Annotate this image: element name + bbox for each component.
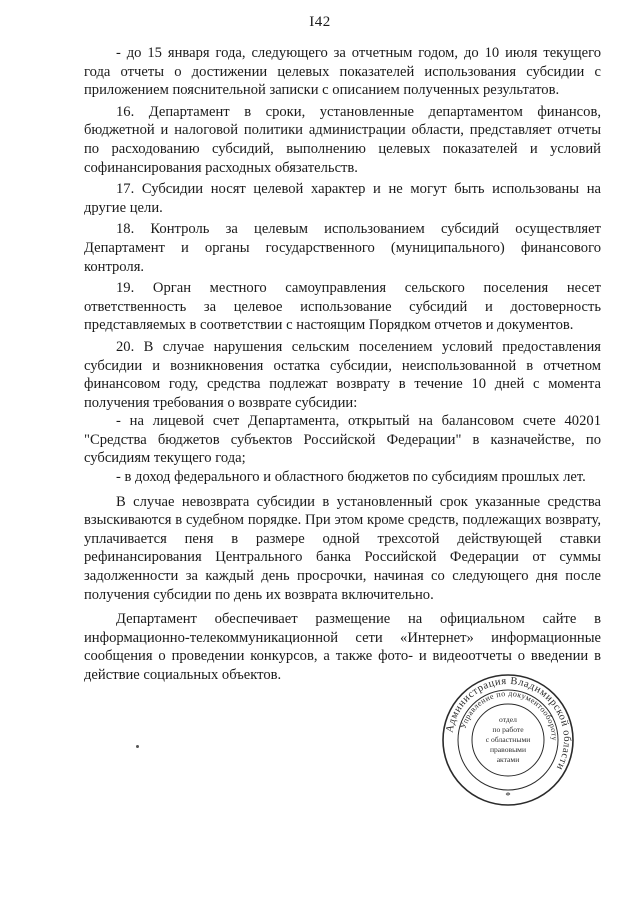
stamp-center-line-1: отдел xyxy=(499,715,517,724)
stamp-center-line-3: с областными xyxy=(485,735,531,744)
stamp-center-line-2: по работе xyxy=(492,725,524,734)
paragraph-non-return: В случае невозврата субсидии в установленный срок указанные средства взыскиваются в судебном порядке. При этом кроме средств, подлежащих возврату, уплачивается пеня в размере одной трехсотой действующей ставки рефинансирования Центрального банка Российской Федерации от суммы задолженности за каждый день просрочки, начиная со следующего дня после получения субсидии по день их возврата включительно. xyxy=(84,493,601,603)
stamp-inner-textpath: Управление по документообороту xyxy=(458,688,560,742)
stamp-center-line-5: актами xyxy=(496,755,520,764)
paragraph-16: 16. Департамент в сроки, установленные департаментом финансов, бюджетной и налоговой политики администрации области, представляет отчеты по расходованию субсидий, выполнению целевых показателей и условий софинансирования расходных обязательств. xyxy=(84,103,601,176)
stamp-star-icon: * xyxy=(505,790,511,802)
paragraph-report-deadline: - до 15 января года, следующего за отчетным годом, до 10 июля текущего года отчеты о достижении целевых показателей использования субсидии с приложением пояснительной записки с описанием полученных результатов. xyxy=(84,45,601,99)
scan-speck xyxy=(136,745,139,748)
page-number: I42 xyxy=(309,14,331,30)
paragraph-publication: Департамент обеспечивает размещение на официальном сайте в информационно-телекоммуникационной сети «Интернет» информационные сообщения о проведении конкурсов, а также фото- и видеоотчеты о введении в действие социальных объектов. xyxy=(84,611,601,683)
paragraph-18: 18. Контроль за целевым использованием субсидий осуществляет Департамент и органы государственного (муниципального) финансового контроля. xyxy=(84,221,601,275)
paragraph-19: 19. Орган местного самоуправления сельского поселения несет ответственность за целевое использование субсидий и достоверность представляемых в соответствии с настоящим Порядком отчетов и документов. xyxy=(84,280,601,334)
paragraph-20-item-1: - на лицевой счет Департамента, открытый на балансовом счете 40201 "Средства бюджетов субъектов Российской Федерации" в казначействе, по субсидиям текущего года; xyxy=(84,413,601,467)
stamp-outer-textpath: Администрация Владимирской области xyxy=(444,675,573,773)
stamp-center-line-4: правовыми xyxy=(489,745,527,754)
paragraph-20: 20. В случае нарушения сельским поселением условий предоставления субсидии и возникновения остатка субсидии, неиспользованной в отчетном финансовом году, средства подлежат возврату в течение 10 дней с момента получения требования о возврате субсидии: xyxy=(84,338,601,411)
document-body xyxy=(84,44,601,685)
official-stamp xyxy=(440,672,576,808)
paragraph-17: 17. Субсидии носят целевой характер и не могут быть использованы на другие цели. xyxy=(84,181,601,216)
paragraph-20-item-2: - в доход федерального и областного бюджетов по субсидиям прошлых лет. xyxy=(116,469,586,486)
